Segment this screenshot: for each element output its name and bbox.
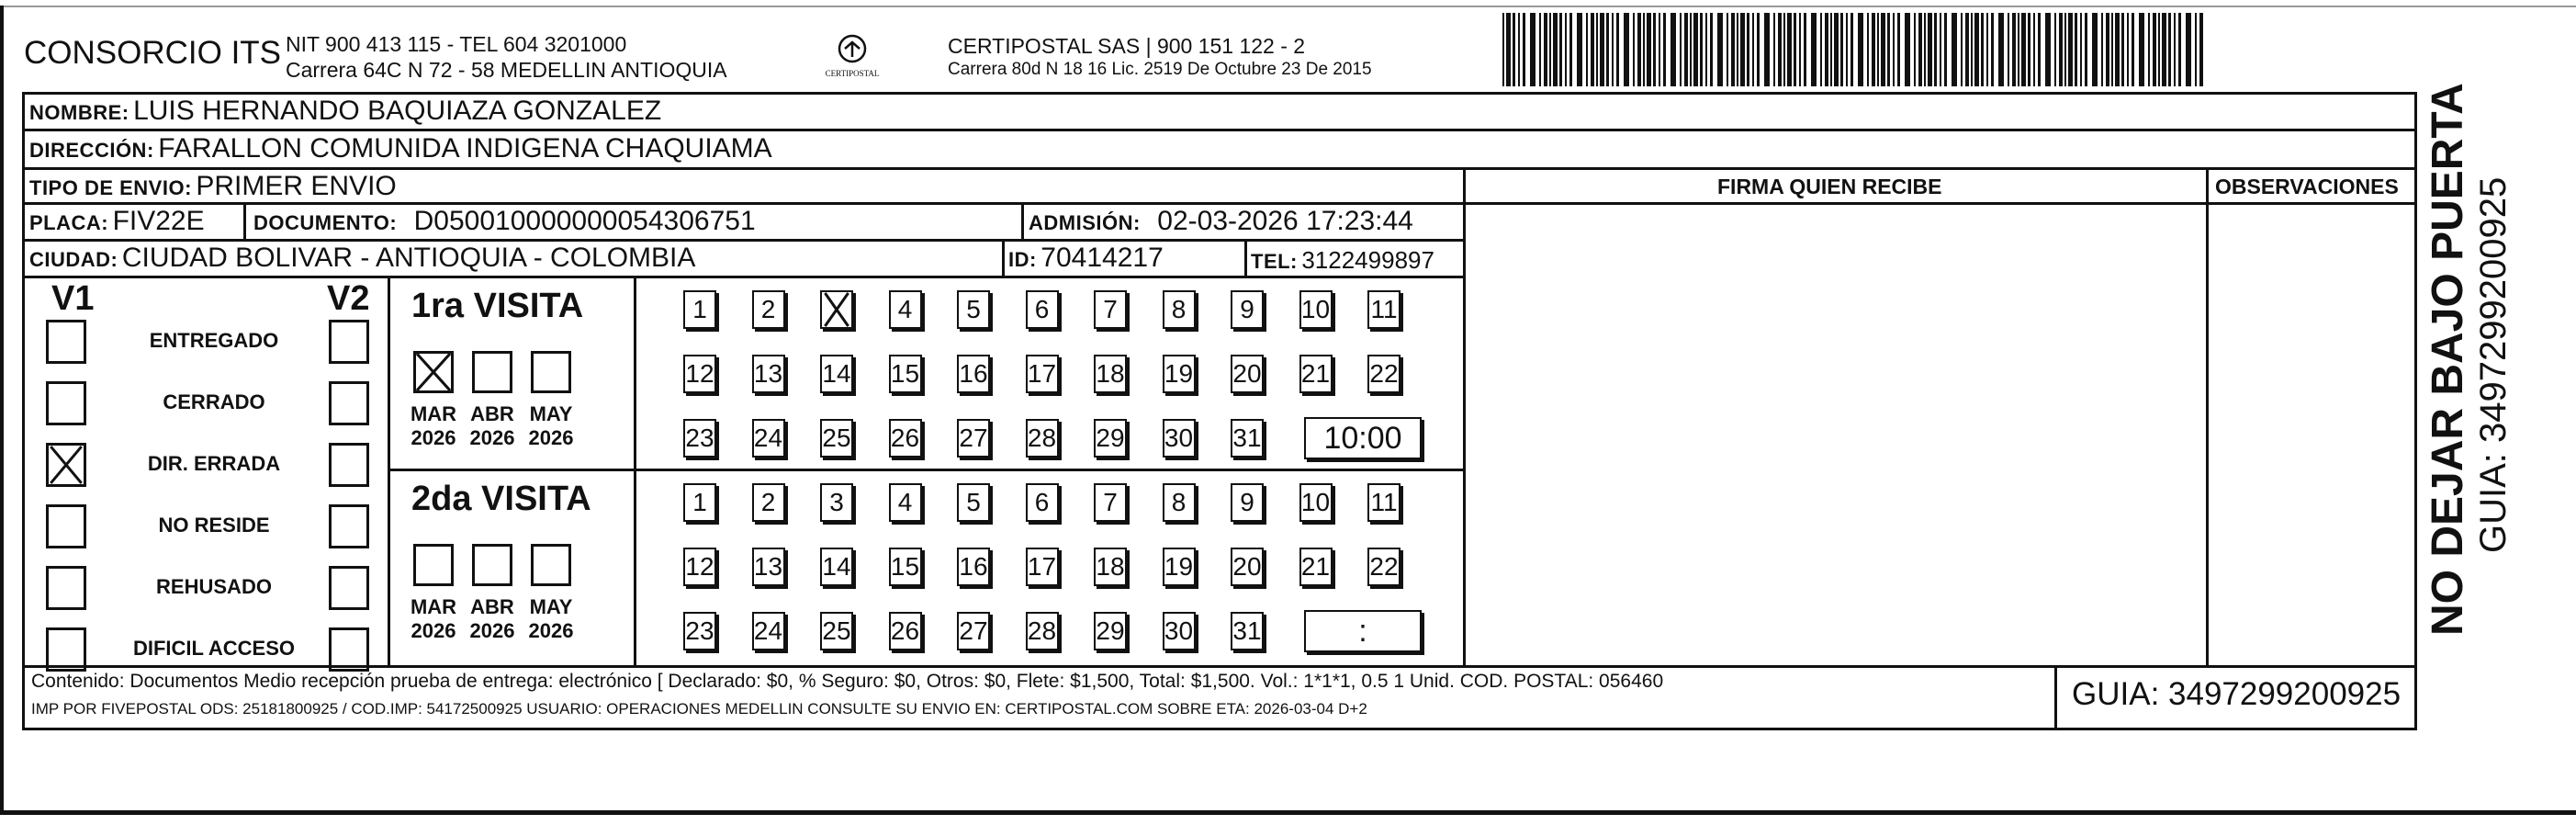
visit-title: 1ra VISITA xyxy=(411,287,584,325)
day-box[interactable]: 27 xyxy=(957,419,990,458)
status-label: CERRADO xyxy=(163,390,265,413)
side-guia: GUIA: 3497299200925 xyxy=(2473,176,2514,553)
barcode-bar xyxy=(2085,13,2087,86)
day-box[interactable]: 4 xyxy=(889,290,922,329)
barcode-bar xyxy=(1693,13,1698,86)
barcode-bar xyxy=(1596,13,1598,86)
barcode-bar xyxy=(2178,13,2181,86)
month-name: MAY xyxy=(529,595,573,618)
month-year: 2026 xyxy=(469,426,515,449)
company-nit: NIT 900 413 115 - TEL 604 3201000 xyxy=(286,32,627,56)
day-box[interactable]: 17 xyxy=(1026,548,1059,586)
month-name: ABR xyxy=(470,595,514,618)
barcode-bar xyxy=(1624,13,1629,86)
barcode-bar xyxy=(1986,13,1988,86)
barcode-bar xyxy=(1846,13,1848,86)
day-box[interactable]: 25 xyxy=(820,612,853,650)
day-box[interactable]: 28 xyxy=(1026,419,1059,458)
barcode-bar xyxy=(2101,13,2103,86)
barcode-bar xyxy=(1670,13,1676,86)
day-box[interactable]: 29 xyxy=(1094,612,1127,650)
day-box[interactable]: 6 xyxy=(1026,290,1059,329)
v1-checkbox[interactable] xyxy=(46,320,86,364)
day-box[interactable]: 10 xyxy=(1299,290,1333,329)
day-box[interactable]: 22 xyxy=(1367,355,1400,393)
day-box[interactable]: 5 xyxy=(957,290,990,329)
direccion-row xyxy=(29,133,772,164)
v2-checkbox[interactable] xyxy=(329,627,369,672)
day-box[interactable]: 12 xyxy=(683,548,716,586)
day-box[interactable]: 26 xyxy=(889,419,922,458)
barcode-bar xyxy=(1887,13,1890,86)
month-label xyxy=(523,595,579,643)
month-checkbox[interactable] xyxy=(472,544,512,586)
day-box[interactable]: 30 xyxy=(1163,419,1196,458)
barcode-bar xyxy=(1684,13,1688,86)
day-box[interactable]: 8 xyxy=(1163,483,1196,522)
barcode-bar xyxy=(2121,13,2124,86)
barcode-bar xyxy=(1778,13,1782,86)
day-box[interactable]: 3 xyxy=(820,483,853,522)
day-box[interactable]: 1 xyxy=(683,290,716,329)
barcode-bar xyxy=(2139,13,2144,86)
barcode-bar xyxy=(2162,13,2166,86)
barcode-bar xyxy=(1799,13,1801,86)
day-box[interactable]: 14 xyxy=(820,355,853,393)
barcode-bar xyxy=(1918,13,1922,86)
direccion-value: FARALLON COMUNIDA INDIGENA CHAQUIAMA xyxy=(158,133,772,164)
barcode-bar xyxy=(2008,13,2009,86)
barcode-bar xyxy=(1752,13,1754,86)
day-box[interactable]: 25 xyxy=(820,419,853,458)
barcode-bar xyxy=(1924,13,1926,86)
barcode-bar xyxy=(1783,13,1785,86)
barcode-bar xyxy=(2148,13,2150,86)
day-box[interactable]: 23 xyxy=(683,612,716,650)
admision-row xyxy=(1029,206,1413,237)
barcode-bar xyxy=(1952,13,1957,86)
barcode-bar xyxy=(2092,13,2098,86)
barcode-bar xyxy=(1850,13,1853,86)
month-name: MAY xyxy=(529,402,573,425)
barcode-bar xyxy=(1764,13,1770,86)
certipostal-line: CERTIPOSTAL SAS | 900 151 122 - 2 xyxy=(948,34,1306,58)
month-checkbox[interactable] xyxy=(413,351,454,393)
day-box[interactable]: 30 xyxy=(1163,612,1196,650)
time-box[interactable]: 10:00 xyxy=(1304,417,1422,459)
certipostal-logo xyxy=(816,33,889,78)
barcode-bar xyxy=(1633,13,1635,86)
day-box[interactable]: 14 xyxy=(820,548,853,586)
barcode-bar xyxy=(2075,13,2077,86)
barcode-bar xyxy=(2115,13,2120,86)
day-box[interactable]: 11 xyxy=(1367,483,1400,522)
day-box[interactable]: 5 xyxy=(957,483,990,522)
barcode-bar xyxy=(2106,13,2109,86)
barcode-bar xyxy=(1834,13,1839,86)
barcode-bar xyxy=(1663,13,1666,86)
day-box[interactable]: 7 xyxy=(1094,290,1127,329)
barcode-bar xyxy=(2174,13,2176,86)
v1-checkbox[interactable] xyxy=(46,443,86,487)
day-box[interactable]: 4 xyxy=(889,483,922,522)
day-box[interactable]: 31 xyxy=(1231,419,1264,458)
barcode-bar xyxy=(1840,13,1843,86)
month-checkbox[interactable] xyxy=(472,351,512,393)
month-label xyxy=(465,595,520,643)
barcode-bar xyxy=(1569,13,1572,86)
barcode-bar xyxy=(1710,13,1713,86)
v2-checkbox[interactable] xyxy=(329,443,369,487)
company-name: CONSORCIO ITS xyxy=(24,35,282,71)
barcode-bar xyxy=(2158,13,2160,86)
barcode-bar xyxy=(1965,13,1969,86)
v2-checkbox[interactable] xyxy=(329,504,369,548)
barcode-bar xyxy=(1897,13,1900,86)
documento-label: DOCUMENTO: xyxy=(253,211,398,234)
visit-title: 2da VISITA xyxy=(411,480,591,518)
day-box[interactable]: 15 xyxy=(889,548,922,586)
day-box[interactable]: 7 xyxy=(1094,483,1127,522)
month-year: 2026 xyxy=(528,426,574,449)
nombre-row xyxy=(29,96,661,127)
day-box[interactable]: 12 xyxy=(683,355,716,393)
month-checkbox[interactable] xyxy=(531,351,571,393)
month-checkbox[interactable] xyxy=(531,544,571,586)
barcode-bar xyxy=(1717,13,1723,86)
barcode-bar xyxy=(1893,13,1895,86)
day-box[interactable]: 2 xyxy=(752,483,785,522)
tipo-label: TIPO DE ENVIO: xyxy=(29,176,192,199)
barcode-bar xyxy=(1794,13,1796,86)
v2-checkbox[interactable] xyxy=(329,381,369,425)
day-box[interactable]: 20 xyxy=(1231,548,1264,586)
admision-label: ADMISIÓN: xyxy=(1029,211,1141,234)
day-box[interactable]: 16 xyxy=(957,548,990,586)
barcode-bar xyxy=(2021,13,2026,86)
barcode-bar xyxy=(1830,13,1832,86)
day-box[interactable]: 31 xyxy=(1231,612,1264,650)
barcode-bar xyxy=(1700,13,1703,86)
id-value: 70414217 xyxy=(1041,243,1164,273)
status-label: NO RESIDE xyxy=(158,514,270,537)
v1-checkbox[interactable] xyxy=(46,381,86,425)
barcode-bar xyxy=(1606,13,1609,86)
barcode-bar xyxy=(1591,13,1594,86)
tipo-row xyxy=(29,171,397,202)
barcode-bar xyxy=(1974,13,1979,86)
v2-header: V2 xyxy=(327,279,370,318)
barcode-bar xyxy=(1565,13,1567,86)
company-address: Carrera 64C N 72 - 58 MEDELLIN ANTIOQUIA xyxy=(286,58,727,82)
barcode-bar xyxy=(1998,13,2004,86)
barcode-bar xyxy=(2068,13,2073,86)
barcode-bar xyxy=(1773,13,1775,86)
barcode-bar xyxy=(1867,13,1869,86)
barcode-bar xyxy=(1616,13,1619,86)
month-label xyxy=(406,402,461,450)
direccion-label: DIRECCIÓN: xyxy=(29,139,154,162)
barcode-bar xyxy=(1872,13,1875,86)
logo-emblem-icon xyxy=(834,33,871,64)
barcode-bar xyxy=(1747,13,1749,86)
day-box[interactable]: 10 xyxy=(1299,483,1333,522)
ciudad-row xyxy=(29,243,695,274)
certipostal-info xyxy=(948,33,1372,81)
barcode-bar xyxy=(1881,13,1885,86)
month-year: 2026 xyxy=(528,619,574,642)
barcode-bar xyxy=(1559,13,1562,86)
documento-row xyxy=(253,206,756,237)
footer-imp: IMP POR FIVEPOSTAL ODS: 25181800925 / COD.IMP: 54172500925 USUARIO: OPERACIONES MEDELLIN CONSULTE SU ENVIO EN: CERTIPOSTAL.COM SOBRE ETA: 2026-03-04 D+2 xyxy=(31,700,1367,718)
month-checkbox[interactable] xyxy=(413,544,454,586)
day-box[interactable]: 13 xyxy=(752,548,785,586)
barcode-bar xyxy=(1820,13,1822,86)
barcode-bar xyxy=(1981,13,1984,86)
barcode-bar xyxy=(1653,13,1656,86)
id-label: ID: xyxy=(1008,248,1037,271)
barcode-bar xyxy=(1804,13,1806,86)
month-label xyxy=(523,402,579,450)
barcode-bar xyxy=(2059,13,2063,86)
barcode-bar xyxy=(2080,13,2082,86)
day-box[interactable]: 11 xyxy=(1367,290,1400,329)
day-box[interactable]: 23 xyxy=(683,419,716,458)
placa-value: FIV22E xyxy=(112,206,205,236)
firma-header: FIRMA QUIEN RECIBE xyxy=(1717,175,1942,198)
month-label xyxy=(465,402,520,450)
barcode-bar xyxy=(1727,13,1728,86)
barcode-bar xyxy=(1612,13,1614,86)
barcode-bar xyxy=(1934,13,1937,86)
v2-checkbox[interactable] xyxy=(329,320,369,364)
tel-label: TEL: xyxy=(1251,250,1298,273)
barcode-bar xyxy=(2111,13,2113,86)
v1-checkbox[interactable] xyxy=(46,504,86,548)
barcode-bar xyxy=(1905,13,1910,86)
barcode-bar xyxy=(1586,13,1588,86)
admision-value: 02-03-2026 17:23:44 xyxy=(1157,206,1413,236)
month-label xyxy=(406,595,461,643)
barcode-bar xyxy=(1705,13,1707,86)
nombre-value: LUIS HERNANDO BAQUIAZA GONZALEZ xyxy=(133,96,662,126)
day-box[interactable]: 20 xyxy=(1231,355,1264,393)
month-year: 2026 xyxy=(411,426,456,449)
barcode-bar xyxy=(1600,13,1604,86)
tel-row xyxy=(1251,246,1434,275)
v2-checkbox[interactable] xyxy=(329,566,369,610)
day-box[interactable]: 8 xyxy=(1163,290,1196,329)
barcode-bar xyxy=(1553,13,1558,86)
barcode-bar xyxy=(1659,13,1660,86)
day-box[interactable]: 26 xyxy=(889,612,922,650)
tel-value: 3122499897 xyxy=(1301,246,1434,274)
barcode-bar xyxy=(1787,13,1792,86)
barcode-bar xyxy=(1680,13,1682,86)
barcode-bar xyxy=(1637,13,1641,86)
status-label: REHUSADO xyxy=(156,575,272,598)
barcode-bar xyxy=(1737,13,1738,86)
day-box[interactable]: 19 xyxy=(1163,355,1196,393)
barcode-bar xyxy=(2199,13,2203,86)
barcode-bar xyxy=(1690,13,1692,86)
day-box[interactable]: 18 xyxy=(1094,548,1127,586)
day-box[interactable]: 19 xyxy=(1163,548,1196,586)
time-box[interactable]: : xyxy=(1304,610,1422,652)
day-box[interactable]: 24 xyxy=(752,419,785,458)
status-label: DIR. ERRADA xyxy=(147,452,281,475)
documento-value: D050010000000054306751 xyxy=(413,206,756,236)
day-box[interactable]: 1 xyxy=(683,483,716,522)
barcode-bar xyxy=(1825,13,1828,86)
ciudad-value: CIUDAD BOLIVAR - ANTIOQUIA - COLOMBIA xyxy=(121,243,696,273)
day-box[interactable]: 27 xyxy=(957,612,990,650)
barcode-bar xyxy=(1757,13,1760,86)
placa-row xyxy=(29,206,205,237)
barcode-bar xyxy=(1740,13,1745,86)
barcode-bar xyxy=(1971,13,1973,86)
observaciones-header: OBSERVACIONES xyxy=(2215,175,2399,198)
barcode-bar xyxy=(1577,13,1582,86)
day-box[interactable]: 9 xyxy=(1231,483,1264,522)
barcode-bar xyxy=(2064,13,2066,86)
day-box[interactable]: 28 xyxy=(1026,612,1059,650)
status-label: ENTREGADO xyxy=(149,329,279,352)
day-box[interactable]: 2 xyxy=(752,290,785,329)
footer-contenido: Contenido: Documentos Medio recepción prueba de entrega: electrónico [ Declarado: $0, % Seguro: $0, Otros: $0, Flete: $1,500, Total: $1,500. Vol.: 1*1*1, 0.5 1 Unid. COD. POSTAL: 056460 xyxy=(31,671,1664,692)
barcode-bar xyxy=(1940,13,1941,86)
barcode-bar xyxy=(2028,13,2030,86)
barcode-bar xyxy=(1731,13,1735,86)
day-box[interactable]: 21 xyxy=(1299,355,1333,393)
barcode-bar xyxy=(1858,13,1863,86)
barcode-bar xyxy=(2018,13,2019,86)
day-box[interactable]: 13 xyxy=(752,355,785,393)
barcode-bar xyxy=(1877,13,1879,86)
month-name: ABR xyxy=(470,402,514,425)
barcode-bar xyxy=(1506,13,1511,86)
day-box[interactable]: 16 xyxy=(957,355,990,393)
day-box[interactable]: 22 xyxy=(1367,548,1400,586)
barcode-bar xyxy=(2195,13,2197,86)
day-box[interactable]: 9 xyxy=(1231,290,1264,329)
footer-guia: GUIA: 3497299200925 xyxy=(2072,676,2402,712)
barcode-bar xyxy=(1928,13,1932,86)
month-year: 2026 xyxy=(469,619,515,642)
barcode-bar xyxy=(1944,13,1947,86)
barcode-bar xyxy=(2168,13,2171,86)
tipo-value: PRIMER ENVIO xyxy=(196,171,397,201)
barcode-bar xyxy=(2038,13,2041,86)
status-label: DIFICIL ACCESO xyxy=(132,637,295,660)
side-warning: NO DEJAR BAJO PUERTA xyxy=(2424,83,2472,636)
barcode-bar xyxy=(1530,13,1535,86)
month-year: 2026 xyxy=(411,619,456,642)
barcode-bar xyxy=(2012,13,2016,86)
company-info xyxy=(286,31,727,83)
barcode-bar xyxy=(2045,13,2051,86)
day-box[interactable]: 24 xyxy=(752,612,785,650)
barcode-bar xyxy=(2153,13,2156,86)
id-row xyxy=(1008,243,1164,274)
barcode-bar xyxy=(1961,13,1963,86)
barcode-bar xyxy=(2054,13,2056,86)
month-name: MAR xyxy=(410,595,457,618)
barcode-bar xyxy=(1544,13,1547,86)
day-box[interactable]: 6 xyxy=(1026,483,1059,522)
barcode-bar xyxy=(1914,13,1916,86)
nombre-label: NOMBRE: xyxy=(29,101,129,124)
day-box[interactable]: 17 xyxy=(1026,355,1059,393)
day-box[interactable]: 21 xyxy=(1299,548,1333,586)
ciudad-label: CIUDAD: xyxy=(29,248,118,271)
day-box[interactable]: 18 xyxy=(1094,355,1127,393)
barcode-bar xyxy=(2132,13,2134,86)
placa-label: PLACA: xyxy=(29,211,109,234)
barcode-bar xyxy=(1647,13,1651,86)
day-box[interactable]: 29 xyxy=(1094,419,1127,458)
barcode-bar xyxy=(2127,13,2129,86)
barcode-bar xyxy=(1502,13,1504,86)
v1-checkbox[interactable] xyxy=(46,627,86,672)
month-name: MAR xyxy=(410,402,457,425)
v1-checkbox[interactable] xyxy=(46,566,86,610)
barcode-bar xyxy=(1539,13,1541,86)
barcode-bar xyxy=(1523,13,1525,86)
barcode-bar xyxy=(1513,13,1515,86)
barcode-bar xyxy=(2186,13,2191,86)
barcode-bar xyxy=(1643,13,1645,86)
barcode xyxy=(1502,13,2204,86)
barcode-bar xyxy=(1549,13,1551,86)
barcode-bar xyxy=(1991,13,1994,86)
barcode-bar xyxy=(2033,13,2035,86)
certipostal-address: Carrera 80d N 18 16 Lic. 2519 De Octubre 23 De 2015 xyxy=(948,60,1372,79)
barcode-bar xyxy=(1811,13,1817,86)
day-box[interactable]: 15 xyxy=(889,355,922,393)
day-box[interactable] xyxy=(820,290,853,329)
barcode-bar xyxy=(1518,13,1520,86)
logo-text: CERTIPOSTAL xyxy=(825,69,880,78)
v1-header: V1 xyxy=(51,279,95,318)
